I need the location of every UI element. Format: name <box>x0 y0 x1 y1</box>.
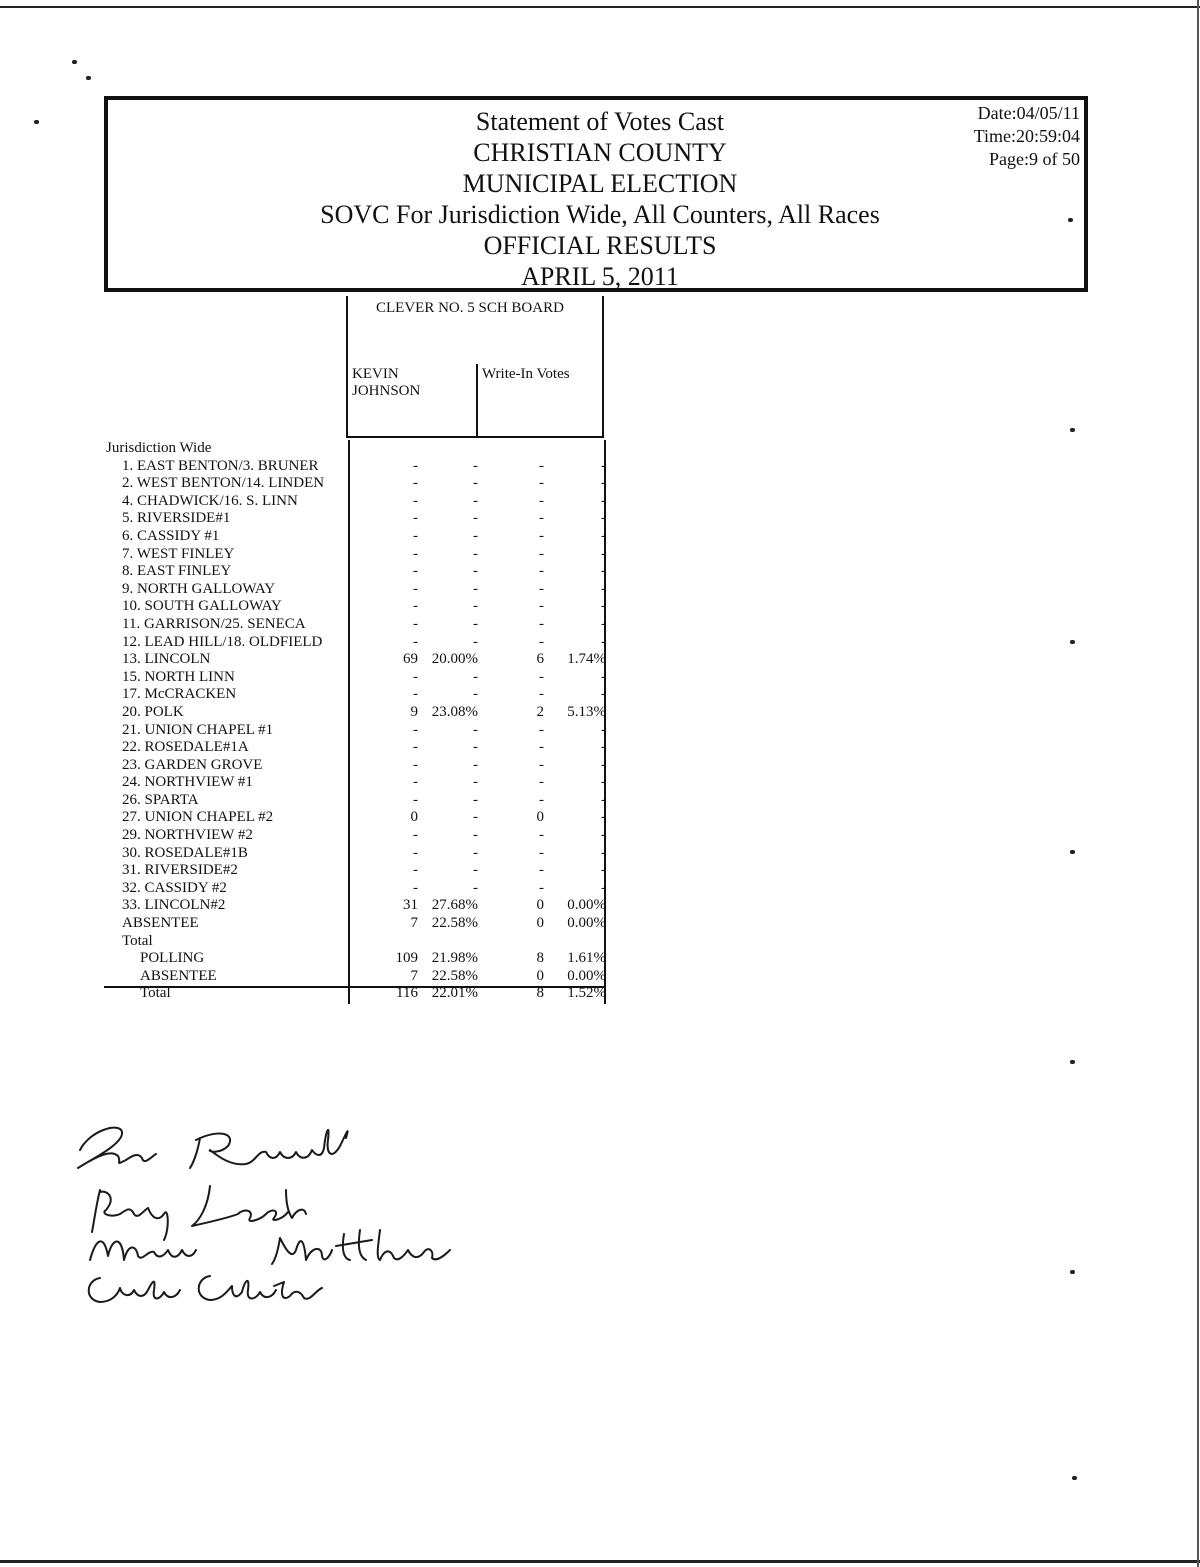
report-title: Statement of Votes Cast <box>475 107 725 136</box>
header-rule <box>346 436 604 438</box>
write-in-votes: 2 <box>536 703 544 720</box>
election-name: MUNICIPAL ELECTION <box>462 169 738 198</box>
precinct-name: ABSENTEE <box>122 915 199 932</box>
candidate-percent: 22.01% <box>431 985 478 1002</box>
candidate-votes: - <box>413 492 418 509</box>
table-row <box>104 933 614 951</box>
table-row <box>104 950 614 968</box>
table-row <box>104 616 614 634</box>
candidate-percent: 20.00% <box>431 651 478 668</box>
table-row <box>104 669 614 687</box>
precinct-name: 15. NORTH LINN <box>122 668 235 685</box>
candidate-percent: - <box>473 879 478 896</box>
report-scope: SOVC For Jurisdiction Wide, All Counters, All Races <box>320 200 880 229</box>
write-in-votes: 8 <box>536 950 544 967</box>
write-in-percent: - <box>601 686 606 703</box>
precinct-name: 31. RIVERSIDE#2 <box>122 862 238 879</box>
precinct-name: POLLING <box>140 950 205 967</box>
candidate-votes: - <box>413 879 418 896</box>
report-time: Time:20:59:04 <box>973 126 1080 146</box>
write-in-votes: - <box>539 791 544 808</box>
candidate-percent: - <box>473 809 478 826</box>
report-header-box <box>104 96 1088 292</box>
write-in-percent: - <box>601 827 606 844</box>
table-row <box>104 757 614 775</box>
table-row <box>104 686 614 704</box>
write-in-percent: - <box>601 756 606 773</box>
write-in-percent: 1.52% <box>567 985 606 1002</box>
write-in-percent: - <box>601 809 606 826</box>
write-in-percent: - <box>601 721 606 738</box>
candidate-percent: - <box>473 739 478 756</box>
candidate-votes: - <box>413 827 418 844</box>
candidate-votes: 31 <box>403 897 418 914</box>
scan-speck <box>1070 428 1075 432</box>
candidate-votes: - <box>413 475 418 492</box>
candidate-percent: - <box>473 492 478 509</box>
candidate-votes: - <box>413 457 418 474</box>
write-in-votes: - <box>539 668 544 685</box>
race-title: CLEVER NO. 5 SCH BOARD <box>376 300 564 316</box>
precinct-name: 12. LEAD HILL/18. OLDFIELD <box>122 633 323 650</box>
write-in-votes: 8 <box>536 985 544 1002</box>
candidate-percent: - <box>473 844 478 861</box>
write-in-percent: - <box>601 844 606 861</box>
write-in-percent: - <box>601 527 606 544</box>
candidate-votes: - <box>413 598 418 615</box>
report-date: Date:04/05/11 <box>977 103 1080 123</box>
candidate-votes: - <box>413 844 418 861</box>
candidate-percent: - <box>473 510 478 527</box>
table-row <box>104 440 614 458</box>
table-row <box>104 809 614 827</box>
election-date: APRIL 5, 2011 <box>521 262 679 291</box>
write-in-percent: 1.61% <box>567 950 606 967</box>
scan-speck <box>1072 1476 1077 1480</box>
candidate-votes: - <box>413 739 418 756</box>
write-in-votes: - <box>539 545 544 562</box>
write-in-votes: - <box>539 721 544 738</box>
table-row <box>104 563 614 581</box>
candidate-votes: - <box>413 756 418 773</box>
candidate-percent: - <box>473 598 478 615</box>
write-in-header: Write-In Votes <box>482 366 570 382</box>
report-title-block <box>108 106 1092 292</box>
precinct-name: 27. UNION CHAPEL #2 <box>122 809 274 826</box>
signatures <box>60 1110 520 1310</box>
table-row <box>104 634 614 652</box>
candidate-percent: - <box>473 668 478 685</box>
precinct-name: Jurisdiction Wide <box>106 440 212 456</box>
table-row <box>104 458 614 476</box>
table-row <box>104 546 614 564</box>
scan-speck <box>34 120 39 124</box>
write-in-votes: 0 <box>536 915 544 932</box>
write-in-votes: - <box>539 862 544 879</box>
table-row <box>104 528 614 546</box>
write-in-votes: 0 <box>536 897 544 914</box>
write-in-votes: - <box>539 457 544 474</box>
write-in-votes: - <box>539 774 544 791</box>
write-in-votes: 0 <box>536 809 544 826</box>
candidate-votes: - <box>413 527 418 544</box>
write-in-percent: - <box>601 563 606 580</box>
precinct-name: 32. CASSIDY #2 <box>122 879 227 896</box>
candidate-percent: 27.68% <box>431 897 478 914</box>
candidate-votes: - <box>413 615 418 632</box>
precinct-name: 26. SPARTA <box>122 791 199 808</box>
precinct-name: 22. ROSEDALE#1A <box>122 739 249 756</box>
table-row <box>104 475 614 493</box>
candidate-percent: - <box>473 615 478 632</box>
candidate-votes: 0 <box>410 809 418 826</box>
candidate-votes: - <box>413 686 418 703</box>
precinct-name: Total <box>122 932 153 949</box>
precinct-name: 6. CASSIDY #1 <box>122 527 220 544</box>
table-row <box>104 581 614 599</box>
table-row <box>104 739 614 757</box>
precinct-name: 9. NORTH GALLOWAY <box>122 580 276 597</box>
results-status: OFFICIAL RESULTS <box>483 231 717 260</box>
candidate-votes: 109 <box>395 950 418 967</box>
write-in-percent: - <box>601 580 606 597</box>
table-row <box>104 985 614 1003</box>
candidate-percent: - <box>473 827 478 844</box>
precinct-name: 23. GARDEN GROVE <box>122 756 263 773</box>
table-row <box>104 897 614 915</box>
write-in-percent: - <box>601 879 606 896</box>
table-row <box>104 827 614 845</box>
candidate-percent: - <box>473 791 478 808</box>
candidate-percent: - <box>473 580 478 597</box>
write-in-percent: - <box>601 739 606 756</box>
table-row <box>104 598 614 616</box>
report-meta <box>974 102 1080 171</box>
precinct-name: 7. WEST FINLEY <box>122 545 235 562</box>
write-in-votes: - <box>539 879 544 896</box>
table-row <box>104 722 614 740</box>
write-in-percent: - <box>601 492 606 509</box>
table-row <box>104 493 614 511</box>
write-in-votes: 0 <box>536 967 544 984</box>
candidate-votes: - <box>413 563 418 580</box>
candidate-percent: - <box>473 545 478 562</box>
write-in-votes: - <box>539 492 544 509</box>
write-in-votes: - <box>539 844 544 861</box>
scan-speck <box>1070 1270 1075 1274</box>
write-in-percent: - <box>601 633 606 650</box>
candidate-votes: - <box>413 633 418 650</box>
write-in-votes: - <box>539 633 544 650</box>
write-in-percent: - <box>601 791 606 808</box>
candidate-votes: 9 <box>410 703 418 720</box>
candidate-votes: 7 <box>410 967 418 984</box>
precinct-name: ABSENTEE <box>140 967 217 984</box>
write-in-percent: - <box>601 774 606 791</box>
column-divider <box>602 296 604 438</box>
precinct-name: 11. GARRISON/25. SENECA <box>122 615 306 632</box>
candidate-percent: 21.98% <box>431 950 478 967</box>
table-row <box>104 968 614 986</box>
precinct-name: 24. NORTHVIEW #1 <box>122 774 253 791</box>
write-in-percent: 0.00% <box>567 897 606 914</box>
candidate-votes: - <box>413 791 418 808</box>
write-in-votes: - <box>539 598 544 615</box>
handwritten-signatures <box>60 1110 520 1310</box>
candidate-votes: 69 <box>403 651 418 668</box>
write-in-percent: - <box>601 457 606 474</box>
precinct-name: Total <box>140 985 171 1002</box>
candidate-percent: - <box>473 475 478 492</box>
candidate-percent: 22.58% <box>431 915 478 932</box>
candidate-votes: - <box>413 510 418 527</box>
precinct-name: 1. EAST BENTON/3. BRUNER <box>122 457 319 474</box>
write-in-percent: - <box>601 615 606 632</box>
table-row <box>104 880 614 898</box>
write-in-percent: - <box>601 862 606 879</box>
candidate-votes: - <box>413 668 418 685</box>
candidate-percent: - <box>473 774 478 791</box>
candidate-votes: 116 <box>396 985 418 1002</box>
scan-speck <box>86 76 91 80</box>
write-in-votes: - <box>539 580 544 597</box>
table-row <box>104 510 614 528</box>
candidate-percent: - <box>473 527 478 544</box>
write-in-percent: - <box>601 510 606 527</box>
write-in-percent: 5.13% <box>567 703 606 720</box>
precinct-name: 20. POLK <box>122 703 184 720</box>
candidate-percent: - <box>473 686 478 703</box>
signature-3 <box>90 1230 450 1264</box>
write-in-votes: - <box>539 827 544 844</box>
write-in-percent: 0.00% <box>567 967 606 984</box>
write-in-votes: - <box>539 686 544 703</box>
candidate-percent: - <box>473 862 478 879</box>
candidate-last-name: JOHNSON <box>352 383 421 399</box>
column-divider <box>476 364 478 438</box>
precinct-name: 33. LINCOLN#2 <box>122 897 226 914</box>
table-row <box>104 704 614 722</box>
write-in-percent: - <box>601 475 606 492</box>
precinct-name: 17. McCRACKEN <box>122 686 237 703</box>
candidate-percent: - <box>473 633 478 650</box>
table-row <box>104 845 614 863</box>
page-border-right <box>1197 0 1199 1567</box>
results-table <box>104 296 614 1016</box>
candidate-percent: 22.58% <box>431 967 478 984</box>
page-number: Page:9 of 50 <box>989 149 1080 169</box>
write-in-votes: - <box>539 563 544 580</box>
table-row <box>104 792 614 810</box>
precinct-name: 30. ROSEDALE#1B <box>122 844 248 861</box>
candidate-votes: - <box>413 580 418 597</box>
precinct-name: 10. SOUTH GALLOWAY <box>122 598 282 615</box>
precinct-name: 2. WEST BENTON/14. LINDEN <box>122 475 325 492</box>
results-rows <box>104 440 614 1003</box>
precinct-name: 4. CHADWICK/16. S. LINN <box>122 492 298 509</box>
table-row <box>104 915 614 933</box>
write-in-votes: - <box>539 527 544 544</box>
write-in-percent: - <box>601 668 606 685</box>
candidate-first-name: KEVIN <box>352 366 399 382</box>
precinct-name: 29. NORTHVIEW #2 <box>122 827 253 844</box>
table-row <box>104 862 614 880</box>
scan-speck <box>72 60 77 64</box>
write-in-votes: 6 <box>536 651 544 668</box>
scan-speck <box>1070 640 1075 644</box>
candidate-votes: - <box>413 545 418 562</box>
write-in-votes: - <box>539 615 544 632</box>
candidate-votes: - <box>413 774 418 791</box>
write-in-votes: - <box>539 475 544 492</box>
candidate-name <box>352 366 472 400</box>
candidate-percent: - <box>473 721 478 738</box>
write-in-percent: 0.00% <box>567 915 606 932</box>
write-in-percent: - <box>601 545 606 562</box>
candidate-percent: - <box>473 756 478 773</box>
write-in-votes: - <box>539 756 544 773</box>
scan-speck <box>1070 1060 1075 1064</box>
write-in-percent: - <box>601 598 606 615</box>
candidate-percent: - <box>473 457 478 474</box>
signature-2 <box>92 1186 306 1240</box>
candidate-percent: 23.08% <box>431 703 478 720</box>
precinct-name: 13. LINCOLN <box>122 651 211 668</box>
candidate-percent: - <box>473 563 478 580</box>
precinct-name: 5. RIVERSIDE#1 <box>122 510 231 527</box>
write-in-percent: 1.74% <box>567 651 606 668</box>
candidate-votes: 7 <box>410 915 418 932</box>
precinct-name: 8. EAST FINLEY <box>122 563 232 580</box>
county-name: CHRISTIAN COUNTY <box>473 138 727 167</box>
page-border-top <box>0 6 1200 8</box>
candidate-votes: - <box>413 721 418 738</box>
table-row <box>104 774 614 792</box>
write-in-votes: - <box>539 510 544 527</box>
table-row <box>104 651 614 669</box>
signature-1 <box>78 1128 348 1168</box>
write-in-votes: - <box>539 739 544 756</box>
candidate-votes: - <box>413 862 418 879</box>
page-border-bottom <box>0 1560 1200 1563</box>
column-divider <box>346 296 348 438</box>
signature-4 <box>89 1276 322 1302</box>
scan-speck <box>1070 850 1075 854</box>
precinct-name: 21. UNION CHAPEL #1 <box>122 721 274 738</box>
